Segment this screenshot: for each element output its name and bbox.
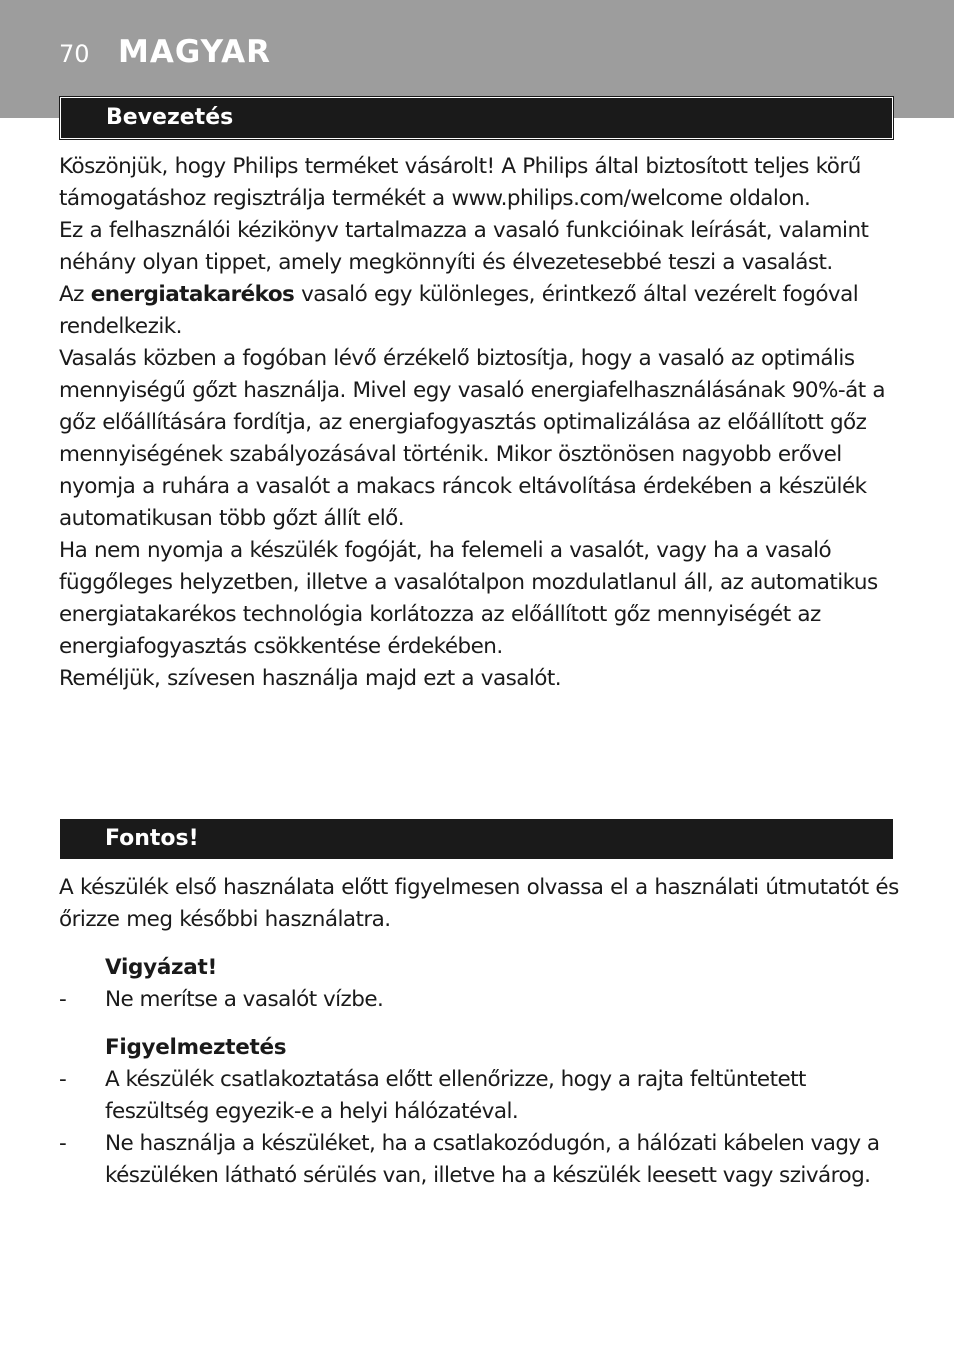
text-run: vasaló egy különleges, érintkező által vezérelt fogóval rendelkezik. (59, 282, 859, 339)
warning-list (59, 1064, 909, 1192)
paragraph (59, 279, 909, 343)
section-title: Fontos! (105, 826, 199, 851)
dash-marker: - (59, 1131, 67, 1156)
paragraph: Vasalás közben a fogóban lévő érzékelő biztosítja, hogy a vasaló az optimális mennyiségű gőzt használja. Mivel egy vasaló energiafelhasználásának 90%-át a gőz előállítására fordítja, az energiafogyasztás optimalizálása az előállított gőz mennyiségének szabályozásával történik. Mikor ösztönösen nagyobb erővel nyomja a ruhára a vasalót a makacs ráncok eltávolítása érdekében a készülék automatikusan több gőzt állít elő. (59, 346, 886, 531)
caution-heading: Vigyázat! (105, 955, 217, 980)
important-intro (59, 872, 909, 936)
warning-heading: Figyelmeztetés (105, 1035, 287, 1060)
section-title: Bevezetés (106, 105, 234, 130)
list-item-text: Ne használja a készüléket, ha a csatlakozódugón, a hálózati kábelen vagy a készüléken látható sérülés van, illetve ha a készülék leesett vagy szivárog. (105, 1131, 880, 1188)
intro-text (59, 151, 909, 695)
list-item-text: A készülék csatlakoztatása előtt ellenőrizze, hogy a rajta feltüntetett feszültség egyezik-e a helyi hálózatéval. (105, 1067, 806, 1124)
language-title: MAGYAR (118, 34, 271, 70)
section-heading-bevezetes (60, 97, 893, 139)
paragraph: Reméljük, szívesen használja majd ezt a vasalót. (59, 666, 562, 691)
paragraph: A készülék első használata előtt figyelmesen olvassa el a használati útmutatót és őrizze meg későbbi használatra. (59, 875, 899, 932)
paragraph: Ha nem nyomja a készülék fogóját, ha felemeli a vasalót, vagy ha a vasaló függőleges helyzetben, illetve a vasalótalpon mozdulatlanul áll, az automatikus energiatakarékos technológia korlátozza az előállított gőz mennyiségét az energiafogyasztás csökkentése érdekében. (59, 538, 878, 659)
paragraph: Ez a felhasználói kézikönyv tartalmazza a vasaló funkcióinak leírását, valamint néhány olyan tippet, amely megkönnyíti és élvezetesebbé teszi a vasalást. (59, 218, 869, 275)
list-item-text: Ne merítse a vasalót vízbe. (105, 987, 384, 1012)
page-number: 70 (59, 40, 90, 68)
list-item (59, 1064, 909, 1128)
dash-marker: - (59, 1067, 67, 1092)
list-item (59, 984, 909, 1016)
text-run: Az (59, 282, 91, 307)
caution-list (59, 984, 909, 1016)
dash-marker: - (59, 987, 67, 1012)
emphasis-text: energiatakarékos (90, 282, 295, 307)
section-heading-fontos (60, 819, 893, 859)
list-item (59, 1128, 909, 1192)
paragraph: Köszönjük, hogy Philips terméket vásárolt! A Philips által biztosított teljes körű támogatáshoz regisztrálja termékét a www.philips.com/welcome oldalon. (59, 154, 861, 211)
